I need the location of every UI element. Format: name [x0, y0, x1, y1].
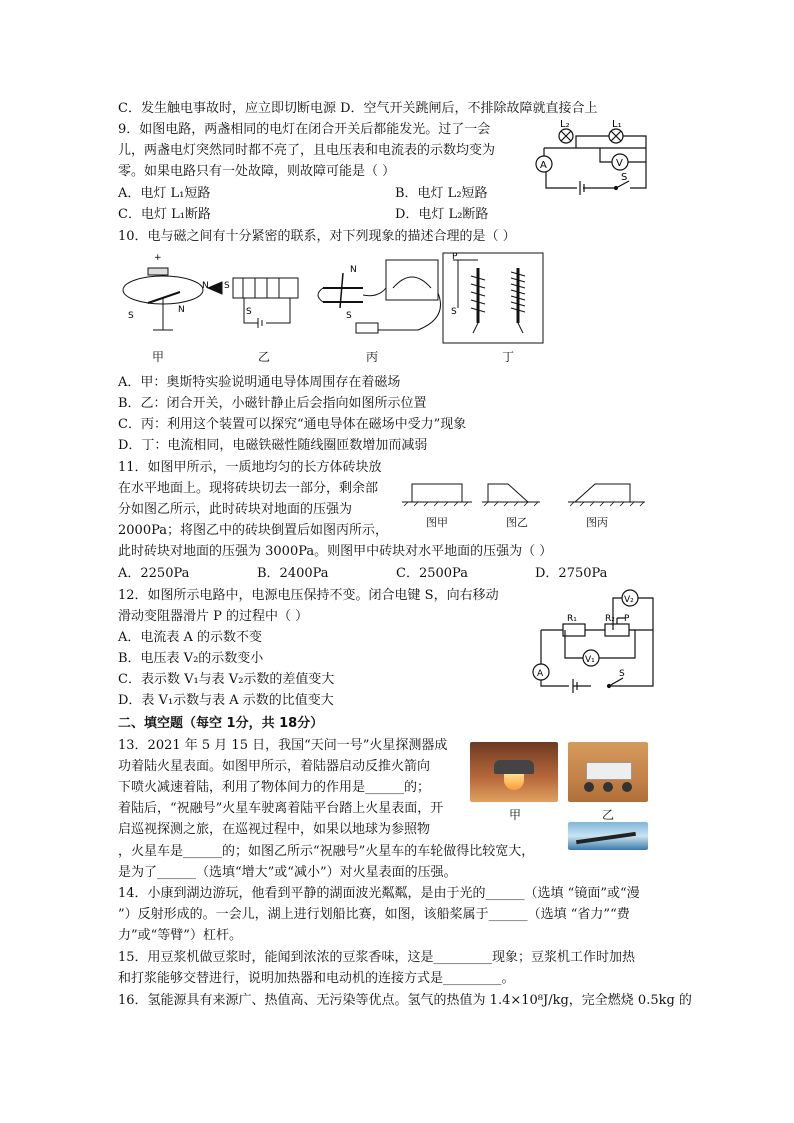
- switch-label-yi: S: [246, 307, 252, 317]
- lamp-l1-label: L₁: [612, 119, 622, 130]
- caption-jia-q13: 甲: [508, 808, 521, 822]
- ammeter-label: A: [537, 669, 544, 679]
- switch-label: S: [619, 669, 625, 679]
- text-line: B．乙：闭合开关，小磁针静止后会指向如图所示位置: [118, 396, 427, 411]
- text-line: 是为了______（选填“增大”或“减小”）对火星表面的压强。: [118, 865, 457, 880]
- text-line: A．甲：奥斯特实验说明通电导体周围存在着磁场: [118, 375, 401, 390]
- text-line: 2000Pa；将图乙中的砖块倒置后如图丙所示，: [118, 523, 388, 538]
- text-line: 此时砖块对地面的压强为 3000Pa。则图甲中砖块对水平地面的压强为（ ）: [118, 544, 553, 559]
- text-line: B．2400Pa: [257, 566, 329, 581]
- text-line: 着陆后，“祝融号”火星车驶离着陆平台踏上火星表面，开: [118, 801, 444, 816]
- caption-jia-q11: 图甲: [426, 516, 448, 529]
- circuit-diagram-q9: [528, 118, 668, 210]
- north-pole-label-yi: N: [202, 281, 209, 291]
- text-line: D．丁：电流相同，电磁铁磁性随线圈匝数增加而减弱: [118, 438, 428, 453]
- text-line: C．发生触电事故时，应立即切断电源 D．空气开关跳闸后，不排除故障就直接合上: [118, 101, 598, 116]
- circuit-diagram-q12: [525, 588, 665, 696]
- text-line: A．电灯 L₁短路: [118, 186, 211, 201]
- text-line: A．电流表 A 的示数不变: [118, 630, 263, 645]
- caption-yi-q13: 乙: [601, 808, 614, 822]
- section-heading: 二、填空题（每空 1分，共 18分）: [118, 716, 324, 731]
- south-pole-label-jia: S: [128, 311, 134, 321]
- text-line: 16．氢能源具有来源广、热值高、无污染等优点。氢气的热值为 1.4×10⁸J/kg，完全燃烧 0.5kg 的: [118, 993, 692, 1008]
- magnetism-figures-q10: [118, 248, 548, 368]
- text-line: D．表 V₁示数与表 A 示数的比值变大: [118, 693, 334, 708]
- text-line: 12．如图所示电路中，电源电压保持不变。闭合电键 S，向右移动: [118, 588, 499, 603]
- text-line: ”）反射形成的。一会儿，湖上进行划船比赛，如图，该船桨属于______（选填 “省力”“费: [118, 907, 630, 922]
- text-line: ，火星车是______的；如图乙所示“祝融号”火星车的车轮做得比较宽大，: [118, 844, 535, 859]
- text-line: D．2750Pa: [535, 566, 608, 581]
- caption-ding-q10: 丁: [501, 350, 514, 364]
- text-line: A．2250Pa: [118, 566, 190, 581]
- text-line: 零。如果电路只有一处故障，则故障可能是（ ）: [118, 164, 396, 179]
- south-pole-label-bing: S: [346, 311, 352, 321]
- svg-text:+: +: [154, 253, 162, 263]
- text-line: C．电灯 L₁断路: [118, 207, 211, 222]
- voltmeter-label: V: [616, 158, 623, 169]
- text-line: 力”或“等臂”）杠杆。: [118, 928, 242, 943]
- ammeter-label: A: [540, 160, 547, 171]
- text-line: 15．用豆浆机做豆浆时，能闻到浓浓的豆浆香味，这是_________现象；豆浆机工作时加热: [118, 950, 636, 965]
- caption-bing-q10: 丙: [365, 350, 378, 364]
- text-line: 分如图乙所示，此时砖块对地面的压强为: [118, 502, 353, 517]
- mars-lander-photo: [470, 742, 558, 802]
- switch-label: S: [621, 172, 628, 183]
- resistor-r2-label: R₂: [605, 614, 615, 624]
- text-line: 9．如图电路，两盏相同的电灯在闭合开关后都能发光。过了一会: [118, 122, 491, 137]
- text-line: 11．如图甲所示，一质地均匀的长方体砖块放: [118, 460, 382, 475]
- resistor-r1-label: R₁: [567, 614, 577, 624]
- text-line: 13．2021 年 5 月 15 日，我国“天问一号”火星探测器成: [118, 738, 448, 753]
- text-line: 功着陆火星表面。如图甲所示，着陆器启动反推火箭向: [118, 759, 431, 774]
- voltmeter-v1-label: V₁: [585, 655, 595, 665]
- voltmeter-v2-label: V₂: [624, 595, 634, 605]
- text-line: D．电灯 L₂断路: [395, 207, 489, 222]
- text-line: C．丙：利用这个装置可以探究“通电导体在磁场中受力”现象: [118, 417, 467, 432]
- zhurong-rover-photo: [568, 742, 648, 802]
- text-line: 和打浆能够交替进行，说明加热器和电动机的连接方式是_________。: [118, 971, 515, 986]
- brick-figures-q11: [400, 478, 670, 508]
- north-pole-label-bing: N: [350, 265, 357, 275]
- text-line: 10．电与磁之间有十分紧密的联系，对下列现象的描述合理的是（ ）: [118, 229, 516, 244]
- text-line: B．电灯 L₂短路: [395, 186, 488, 201]
- caption-jia-q10: 甲: [151, 350, 164, 364]
- text-line: 14．小康到湖边游玩，他看到平静的湖面波光粼粼，是由于光的______（选填 “镜面”或“漫: [118, 886, 640, 901]
- slider-label-ding: P: [452, 252, 458, 262]
- text-line: 在水平地面上。现将砖块切去一部分，剩余部: [118, 481, 379, 496]
- text-line: 下喷火减速着陆，利用了物体间力的作用是______的；: [118, 780, 431, 795]
- text-line: 儿，两盏电灯突然同时都不亮了，且电压表和电流表的示数均变为: [118, 143, 496, 158]
- north-pole-label-jia: N: [178, 305, 185, 315]
- text-line: B．电压表 V₂的示数变小: [118, 651, 264, 666]
- switch-label-ding: S: [451, 307, 457, 317]
- caption-yi-q10: 乙: [257, 350, 270, 364]
- lamp-l2-label: L₂: [560, 119, 570, 130]
- text-line: C．2500Pa: [396, 566, 468, 581]
- text-line: C．表示数 V₁与表 V₂示数的差值变大: [118, 672, 335, 687]
- caption-bing-q11: 图丙: [586, 516, 608, 529]
- text-line: 滑动变阻器滑片 P 的过程中（ ）: [118, 609, 309, 624]
- south-pole-label-yi: S: [224, 281, 230, 291]
- text-line: 启巡视探测之旅，在巡视过程中，如果以地球为参照物: [118, 822, 431, 837]
- slider-p-label: P: [624, 614, 630, 624]
- caption-yi-q11: 图乙: [506, 516, 528, 529]
- rowing-boat-photo: [568, 822, 648, 850]
